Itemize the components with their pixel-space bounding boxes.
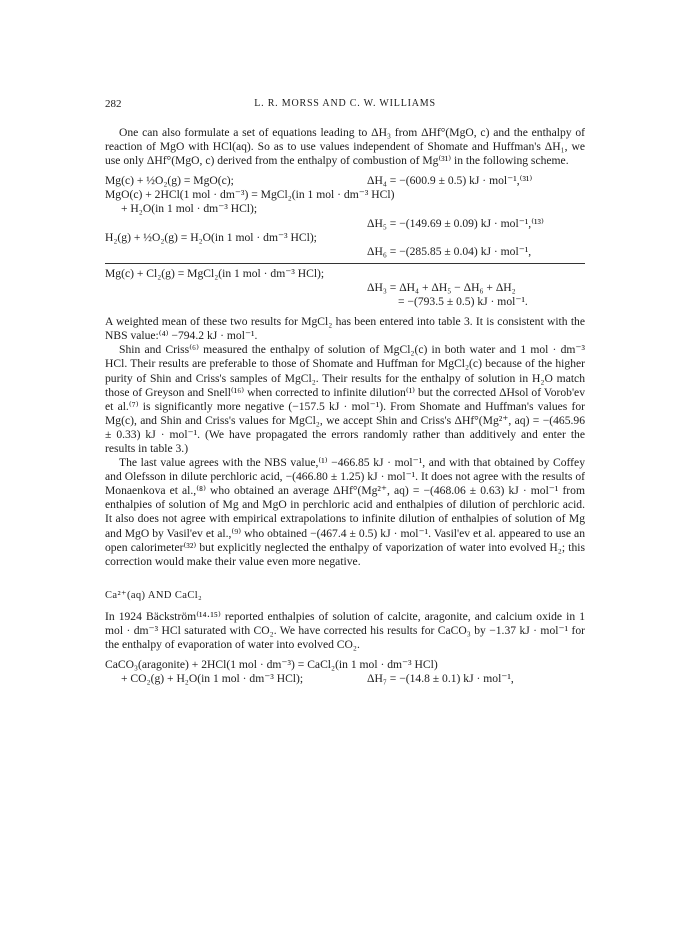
equation-6-rhs: ΔH₆ = −(285.85 ± 0.04) kJ · mol⁻¹, (367, 244, 532, 258)
paragraph-nbs-agreement: The last value agrees with the NBS value,⁽¹⁾ −466.85 kJ · mol⁻¹, and with that obtained by Coffey and Olefsson in dilute perchloric acid, −(466.80 ± 1.25) kJ · mol⁻¹. It does not agree with the results of Monaenkova et al.,⁽⁸⁾ who obtained an average ΔHf°(Mg²⁺, aq) = −(468.06 ± 0.63) kJ · mol⁻¹ from enthalpies of solution of Mg and MgO in perchloric acid and enthalpies of dilution of perchloric acid. It also does not agree with empirical extrapolations to infinite dilution of enthalpies of solution of Mg and MgO by Vasil'ev et al.,⁽⁹⁾ who obtained −(467.4 ± 0.5) kJ · mol⁻¹. Vasil'ev et al. appeared to use an open calorimeter⁽³²⁾ but explicitly neglected the enthalpy of vaporization of water into evolved H₂; this correction would make their value even more negative. (105, 456, 585, 568)
paragraph-shin-criss: Shin and Criss⁽⁶⁾ measured the enthalpy of solution of MgCl₂(c) in both water and 1 mol · dm⁻³ HCl. Their results are preferable to those of Shomate and Huffman for MgCl₂(c) because of the higher purity of Shin and Criss's samples of MgCl₂. Their results for the enthalpy of solution in H₂O match those of Greyson and Snell⁽¹⁶⁾ when corrected to infinite dilution⁽¹⁾ but the corrected ΔHsol of Vorob'ev et al.⁽⁷⁾ is significantly more negative (−157.5 kJ · mol⁻¹). From Shomate and Huffman's values for Mg(c), and Shin and Criss's values for MgCl₂, we accept Shin and Criss's ΔHf°(Mg²⁺, aq) = −(465.96 ± 0.33) kJ · mol⁻¹. (We have propagated the errors randomly rather than additively and enter the results in table 3.) (105, 343, 585, 455)
equation-7-lhs-line1: CaCO₃(aragonite) + 2HCl(1 mol · dm⁻³) = CaCl₂(in 1 mol · dm⁻³ HCl) (105, 658, 438, 672)
equation-4-rhs: ΔH₄ = −(600.9 ± 0.5) kJ · mol⁻¹,⁽³¹⁾ (367, 174, 533, 188)
equation-3-lhs: Mg(c) + Cl₂(g) = MgCl₂(in 1 mol · dm⁻³ HCl); (105, 266, 325, 280)
equation-5-rhs: ΔH₅ = −(149.69 ± 0.09) kJ · mol⁻¹,⁽¹³⁾ (367, 216, 544, 230)
equation-3-rhs-line1: ΔH₃ = ΔH₄ + ΔH₅ − ΔH₆ + ΔH₂ (367, 280, 516, 294)
page-number: 282 (105, 98, 122, 110)
equation-5-lhs-line1: MgO(c) + 2HCl(1 mol · dm⁻³) = MgCl₂(in 1 mol · dm⁻³ HCl) (105, 188, 395, 202)
paper-page (105, 98, 585, 686)
final-equation (105, 658, 585, 686)
equation-6-lhs: H₂(g) + ½O₂(g) = H₂O(in 1 mol · dm⁻³ HCl); (105, 230, 317, 244)
intro-paragraph: One can also formulate a set of equations leading to ΔH₃ from ΔHf°(MgO, c) and the enthalpy of reaction of MgO with HCl(aq). So as to use values independent of Shomate and Huffman's ΔH₁, we use only ΔHf°(MgO, c) derived from the enthalpy of combustion of Mg⁽³¹⁾ in the following scheme. (105, 126, 585, 168)
paragraph-backstrom: In 1924 Bäckström⁽¹⁴·¹⁵⁾ reported enthalpies of solution of calcite, aragonite, and calcium oxide in 1 mol · dm⁻³ HCl saturated with CO₂. We have corrected his results for CaCO₃ by −1.37 kJ · mol⁻¹ for the enthalpy of evaporation of water into evolved CO₂. (105, 609, 585, 651)
equation-4-lhs: Mg(c) + ½O₂(g) = MgO(c); (105, 174, 234, 188)
paragraph-nbs-consistency: A weighted mean of these two results for MgCl₂ has been entered into table 3. It is consistent with the NBS value:⁽⁴⁾ −794.2 kJ · mol⁻¹. (105, 315, 585, 343)
running-title: L. R. MORSS AND C. W. WILLIAMS (254, 98, 436, 109)
scheme-divider (105, 263, 585, 264)
equation-7-lhs-line2: + CO₂(g) + H₂O(in 1 mol · dm⁻³ HCl); (121, 672, 304, 686)
equation-7-rhs: ΔH₇ = −(14.8 ± 0.1) kJ · mol⁻¹, (367, 672, 514, 686)
reaction-scheme (105, 174, 585, 309)
equation-3-rhs-line2: = −(793.5 ± 0.5) kJ · mol⁻¹. (398, 295, 528, 309)
page-header (105, 98, 585, 114)
section-heading: Ca²⁺(aq) AND CaCl₂ (105, 589, 203, 601)
equation-5-lhs-line2: + H₂O(in 1 mol · dm⁻³ HCl); (121, 202, 258, 216)
